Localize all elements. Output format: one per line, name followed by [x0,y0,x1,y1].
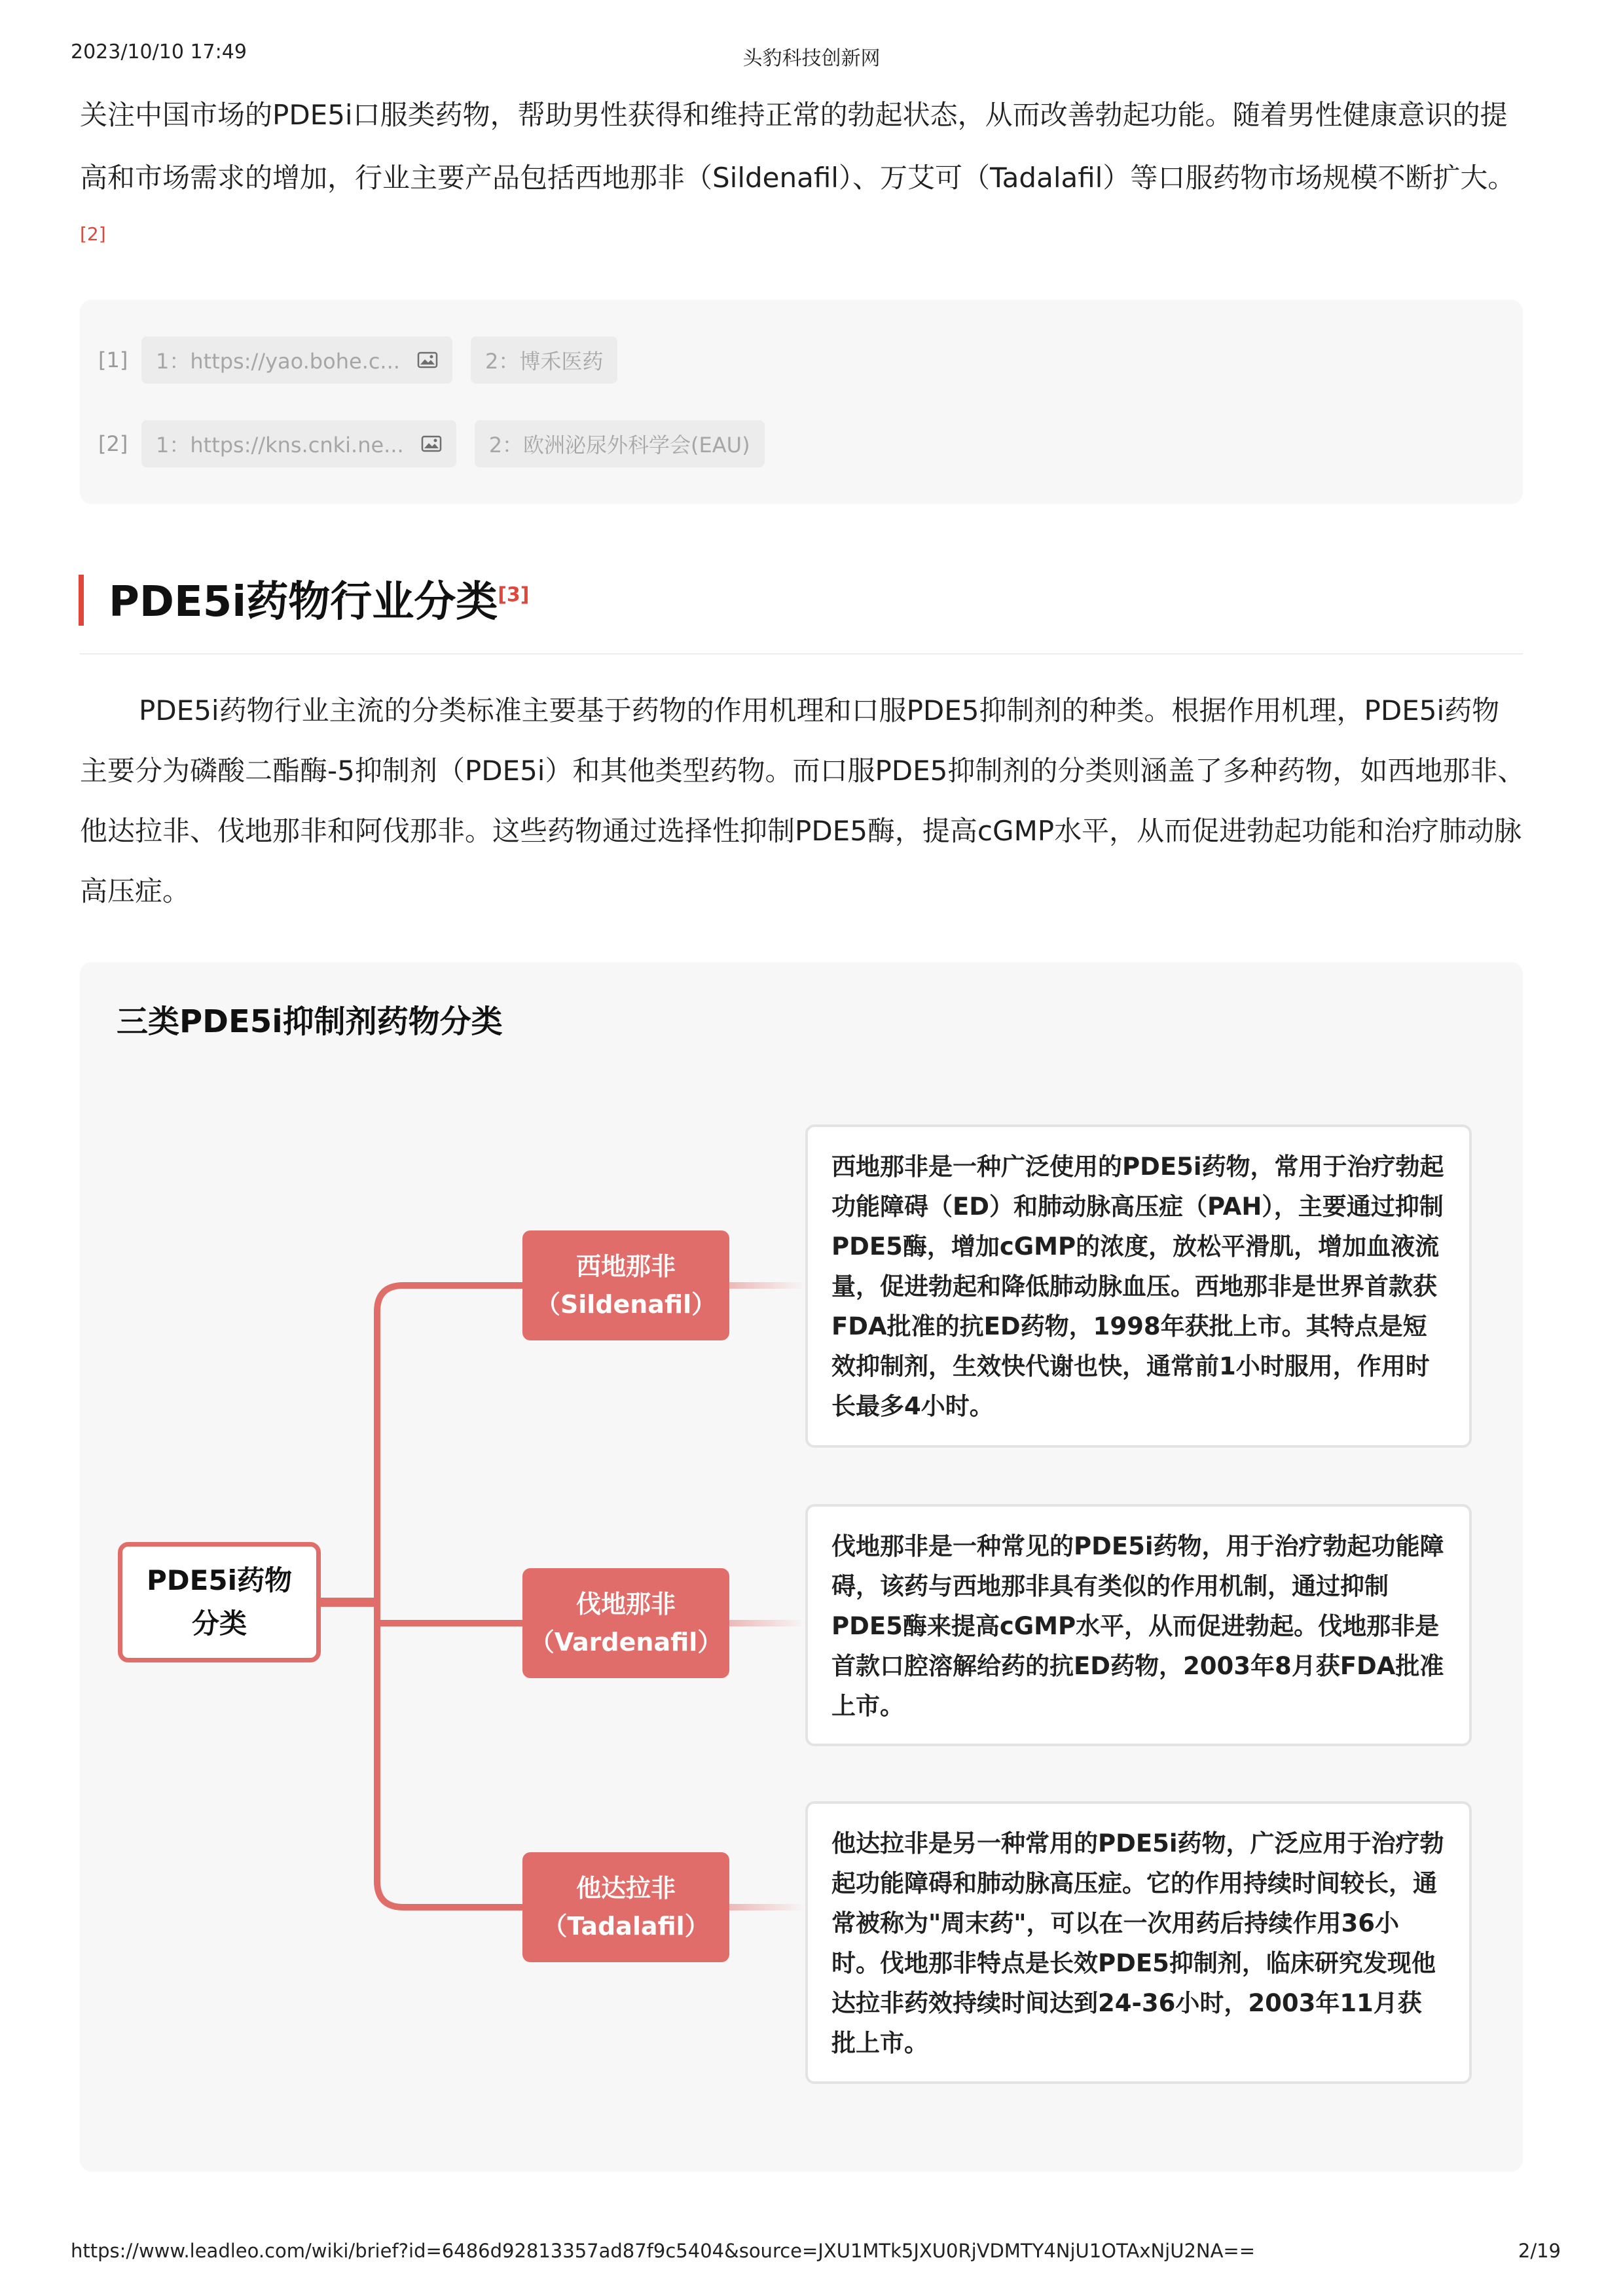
connector-fade-1 [729,1282,805,1289]
references-box [80,300,1523,504]
intro-text: 关注中国市场的PDE5i口服类药物，帮助男性获得和维持正常的勃起状态，从而改善勃起功能。随着男性健康意识的提高和市场需求的增加，行业主要产品包括西地那非（Sildenafil）、万艾可（Tadalafil）等口服药物市场规模不断扩大。 [80,99,1516,194]
reference-row-1 [98,336,636,384]
connector-fade-2 [729,1620,805,1626]
branch-latin-name: （Vardenafil） [529,1628,723,1657]
image-preview-icon[interactable] [421,435,442,452]
section-title-text: PDE5i药物行业分类 [109,578,498,626]
mindmap-branch-tadalafil [522,1852,729,1962]
mindmap-panel [80,962,1523,2172]
section-accent-bar [79,575,84,626]
mindmap-desc-vardenafil: 伐地那非是一种常见的PDE5i药物，用于治疗勃起功能障碍，该药与西地那非具有类似的作用机制，通过抑制PDE5酶来提高cGMP水平，从而促进勃起。伐地那非是首款口腔溶解给药的抗ED药物，2003年8月获FDA批准上市。 [805,1504,1472,1746]
intro-paragraph [80,84,1527,272]
branch-latin-name: （Sildenafil） [535,1290,717,1319]
reference-link-label: 1：https://yao.bohe.c... [156,349,400,374]
branch-latin-name: （Tadalafil） [542,1912,710,1941]
branch-name: 西地那非 [575,1252,676,1281]
reference-link-chip[interactable] [141,420,456,467]
mindmap-branch-sildenafil [522,1230,729,1340]
reference-source-chip[interactable] [475,420,765,467]
connector-branch-1 [377,1285,522,1312]
reference-source-chip[interactable] [471,336,617,384]
branch-name: 伐地那非 [575,1590,676,1619]
header-datetime: 2023/10/10 17:49 [71,41,247,63]
image-preview-icon[interactable] [417,351,438,368]
mindmap-desc-sildenafil: 西地那非是一种广泛使用的PDE5i药物，常用于治疗勃起功能障碍（ED）和肺动脉高压症（PAH），主要通过抑制PDE5酶，增加cGMP的浓度，放松平滑肌，增加血液流量，促进勃起和降低肺动脉血压。西地那非是世界首款获FDA批准的抗ED药物，1998年获批上市。其特点是短效抑制剂，生效快代谢也快，通常前1小时服用，作用时长最多4小时。 [805,1124,1472,1448]
reference-row-2 [98,420,783,467]
mindmap-title: 三类PDE5i抑制剂药物分类 [117,1003,503,1040]
section-divider [80,653,1523,655]
header-site-name: 头豹科技创新网 [742,47,881,70]
reference-source-label: 2：欧洲泌尿外科学会(EAU) [488,433,750,457]
reference-index: [1] [98,348,128,372]
mindmap-branch-vardenafil [522,1568,729,1678]
footer-url: https://www.leadleo.com/wiki/brief?id=6486d92813357ad87f9c5404&source=JXU1MTk5JXU0RjVDMTY4NjU1OTAxNjU2NA== [71,2240,1256,2262]
branch-name: 他达拉非 [575,1874,676,1903]
connector-fade-3 [729,1904,805,1910]
section-title [109,568,530,628]
section-citation-link[interactable]: [3] [498,583,530,607]
connector-branch-3 [377,1881,522,1907]
mindmap-root-node: PDE5i药物分类 [118,1542,321,1662]
reference-index: [2] [98,431,128,456]
intro-citation-link[interactable]: [2] [80,223,106,245]
mindmap-desc-tadalafil: 他达拉非是另一种常用的PDE5i药物，广泛应用于治疗勃起功能障碍和肺动脉高压症。它的作用持续时间较长，通常被称为"周末药"，可以在一次用药后持续作用36小时。伐地那非特点是长效PDE5抑制剂，临床研究发现他达拉非药效持续时间达到24-36小时，2003年11月获批上市。 [805,1801,1472,2084]
reference-link-chip[interactable] [141,336,452,384]
footer-page-number: 2/19 [1518,2240,1561,2262]
reference-source-label: 2：博禾医药 [484,349,604,374]
reference-link-label: 1：https://kns.cnki.ne... [156,433,404,457]
section-body-paragraph: PDE5i药物行业主流的分类标准主要基于药物的作用机理和口服PDE5抑制剂的种类。根据作用机理，PDE5i药物主要分为磷酸二酯酶-5抑制剂（PDE5i）和其他类型药物。而口服PDE5抑制剂的分类则涵盖了多种药物，如西地那非、他达拉非、伐地那非和阿伐那非。这些药物通过选择性抑制PDE5酶，提高cGMP水平，从而促进勃起功能和治疗肺动脉高压症。 [80,694,1525,907]
